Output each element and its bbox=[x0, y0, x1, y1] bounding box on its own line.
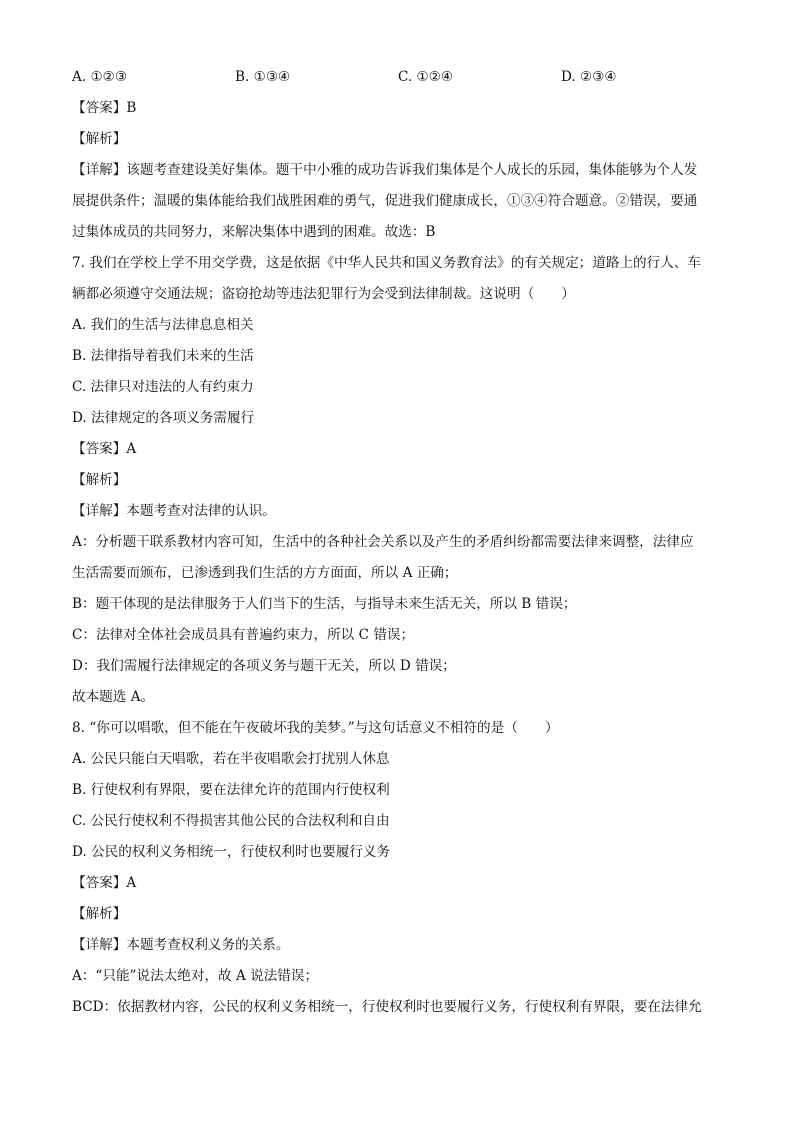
q8-answer: 【答案】A bbox=[72, 875, 137, 891]
q8-detail-line: 【详解】本题考查权利义务的关系。 bbox=[72, 937, 290, 953]
q8-option-c: C. 公民行使权利不得损害其他公民的合法权利和自由 bbox=[72, 813, 390, 829]
q6-analysis-heading: 【解析】 bbox=[72, 131, 127, 147]
q8-detail-line: BCD：依据教材内容，公民的权利义务相统一，行使权利时也要履行义务，行使权利有界限，要在法律允 bbox=[72, 999, 702, 1015]
document-page bbox=[72, 62, 732, 1023]
q7-stem-line: 7. 我们在学校上学不用交学费，这是依据《中华人民共和国义务教育法》的有关规定；道路上的行人、车 bbox=[72, 255, 702, 271]
q6-option-d: D. ②③④ bbox=[561, 69, 617, 85]
q6-answer: 【答案】B bbox=[72, 100, 137, 116]
q7-option-c: C. 法律只对违法的人有约束力 bbox=[72, 379, 254, 395]
q6-detail-line: 【详解】该题考查建设美好集体。题干中小雅的成功告诉我们集体是个人成长的乐园，集体能够为个人发 bbox=[72, 162, 698, 178]
q6-options-row bbox=[72, 62, 732, 93]
q8-option-b: B. 行使权利有界限，要在法律允许的范围内行使权利 bbox=[72, 782, 390, 798]
q7-option-d: D. 法律规定的各项义务需履行 bbox=[72, 410, 255, 426]
q6-option-c: C. ①②④ bbox=[398, 69, 454, 85]
q7-detail-line: A：分析题干联系教材内容可知，生活中的各种社会关系以及产生的矛盾纠纷都需要法律来调整，法律应 bbox=[72, 534, 694, 550]
q8-option-a: A. 公民只能白天唱歌，若在半夜唱歌会打扰别人休息 bbox=[72, 751, 390, 767]
q7-detail-line: D：我们需履行法律规定的各项义务与题干无关，所以 D 错误； bbox=[72, 658, 456, 674]
q8-detail-line: A：“只能”说法太绝对，故 A 说法错误； bbox=[72, 968, 319, 984]
q7-option-b: B. 法律指导着我们未来的生活 bbox=[72, 348, 254, 364]
q7-option-a: A. 我们的生活与法律息息相关 bbox=[72, 317, 254, 333]
q7-detail-line: 【详解】本题考查对法律的认识。 bbox=[72, 503, 276, 519]
q7-detail-line: 生活需要而颁布，已渗透到我们生活的方方面面，所以 A 正确； bbox=[72, 565, 458, 581]
q6-option-a: A. ①②③ bbox=[72, 69, 128, 85]
q6-detail-line: 展提供条件；温暖的集体能给我们战胜困难的勇气，促进我们健康成长，①③④符合题意。②错误，要通 bbox=[72, 193, 698, 209]
q7-stem-line: 辆都必须遵守交通法规；盗窃抢劫等违法犯罪行为会受到法律制裁。这说明（ ） bbox=[72, 286, 575, 302]
q7-detail-line: C：法律对全体社会成员具有普遍约束力，所以 C 错误； bbox=[72, 627, 415, 643]
q7-detail-line: B：题干体现的是法律服务于人们当下的生活，与指导未来生活无关，所以 B 错误； bbox=[72, 596, 577, 612]
q6-option-b: B. ①③④ bbox=[235, 69, 291, 85]
q7-analysis-heading: 【解析】 bbox=[72, 472, 127, 488]
q7-detail-line: 故本题选 A。 bbox=[72, 689, 155, 705]
q7-answer: 【答案】A bbox=[72, 441, 137, 457]
q6-detail-line: 过集体成员的共同努力，来解决集体中遇到的困难。故选：B bbox=[72, 224, 436, 240]
q8-option-d: D. 公民的权利义务相统一，行使权利时也要履行义务 bbox=[72, 844, 391, 860]
q8-stem-line: 8. “你可以唱歌，但不能在午夜破坏我的美梦。”与这句话意义不相符的是（ ） bbox=[72, 720, 559, 736]
q8-analysis-heading: 【解析】 bbox=[72, 906, 127, 922]
